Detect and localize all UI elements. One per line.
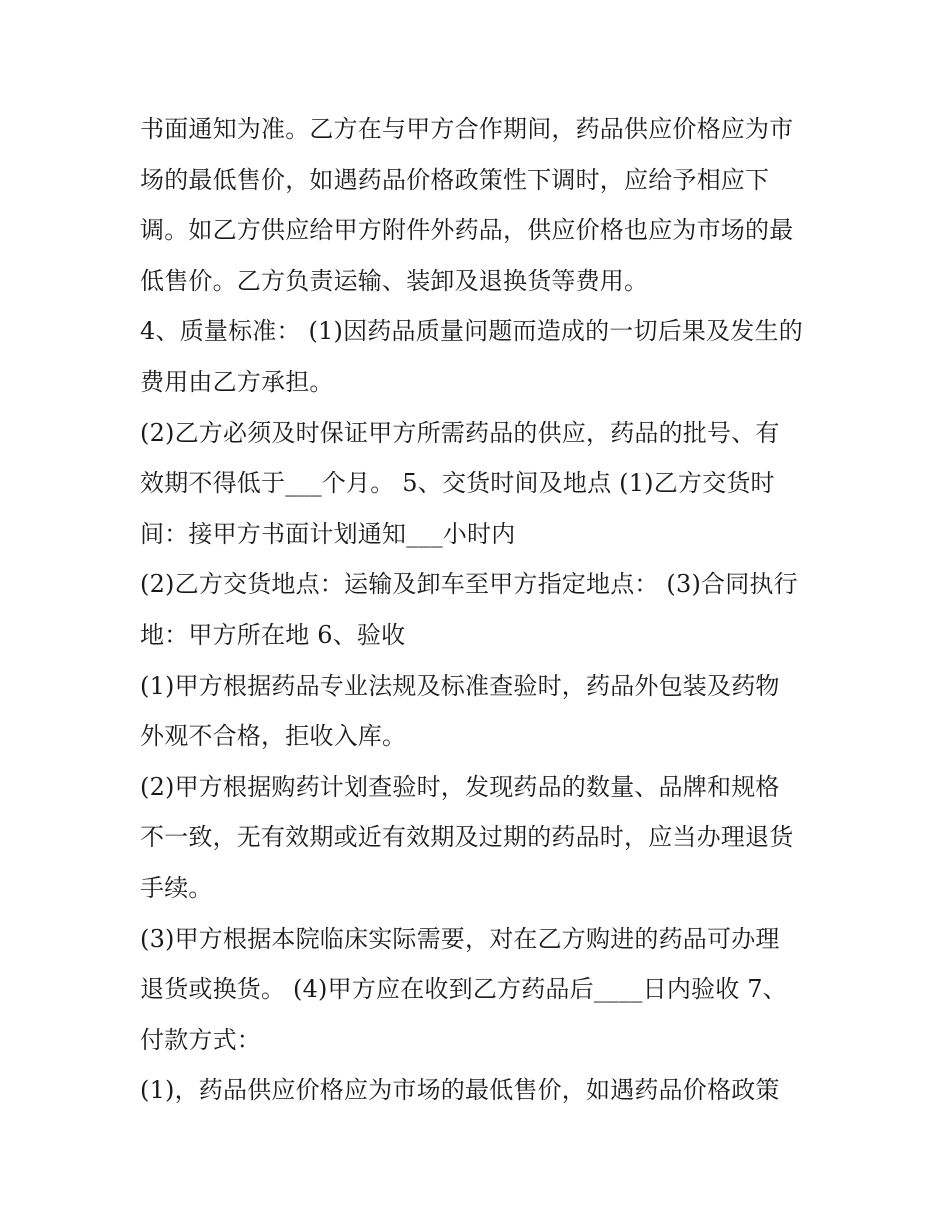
text-line: 外观不合格，拒收入库。 bbox=[140, 722, 407, 751]
text-line: 间：接甲方书面计划通知___小时内 bbox=[140, 519, 516, 548]
text-line: (2)甲方根据购药计划查验时，发现药品的数量、品牌和规格 bbox=[140, 772, 780, 801]
text-line: 4、质量标准： (1)因药品质量问题而造成的一切后果及发生的 bbox=[140, 317, 803, 346]
text-line: 书面通知为准。乙方在与甲方合作期间，药品供应价格应为市 bbox=[140, 115, 794, 143]
text-line: 付款方式： bbox=[140, 1025, 261, 1054]
text-line: (1)甲方根据药品专业法规及标准查验时，药品外包装及药物 bbox=[140, 671, 780, 700]
text-line: 调。如乙方供应给甲方附件外药品，供应价格也应为市场的最 bbox=[140, 216, 794, 245]
text-line: (3)甲方根据本院临床实际需要，对在乙方购进的药品可办理 bbox=[140, 924, 780, 953]
text-line: (1)，药品供应价格应为市场的最低售价，如遇药品价格政策 bbox=[140, 1076, 780, 1105]
text-line: 手续。 bbox=[140, 873, 213, 902]
text-line: 退货或换货。 (4)甲方应在收到乙方药品后____日内验收 7、 bbox=[140, 975, 787, 1004]
text-line: 地：甲方所在地 6、验收 bbox=[140, 620, 406, 649]
text-line: 场的最低售价，如遇药品价格政策性下调时，应给予相应下 bbox=[140, 165, 770, 194]
text-line: 费用由乙方承担。 bbox=[140, 367, 334, 396]
text-line: 不一致，无有效期或近有效期及过期的药品时，应当办理退货 bbox=[140, 823, 794, 852]
text-line: (2)乙方交货地点：运输及卸车至甲方指定地点： (3)合同执行 bbox=[140, 570, 798, 599]
text-line: (2)乙方必须及时保证甲方所需药品的供应，药品的批号、有 bbox=[140, 418, 780, 447]
text-line: 效期不得低于___个月。 5、交货时间及地点 (1)乙方交货时 bbox=[140, 469, 775, 498]
document-body bbox=[140, 104, 820, 1116]
text-line: 低售价。乙方负责运输、装卸及退换货等费用。 bbox=[140, 266, 649, 295]
